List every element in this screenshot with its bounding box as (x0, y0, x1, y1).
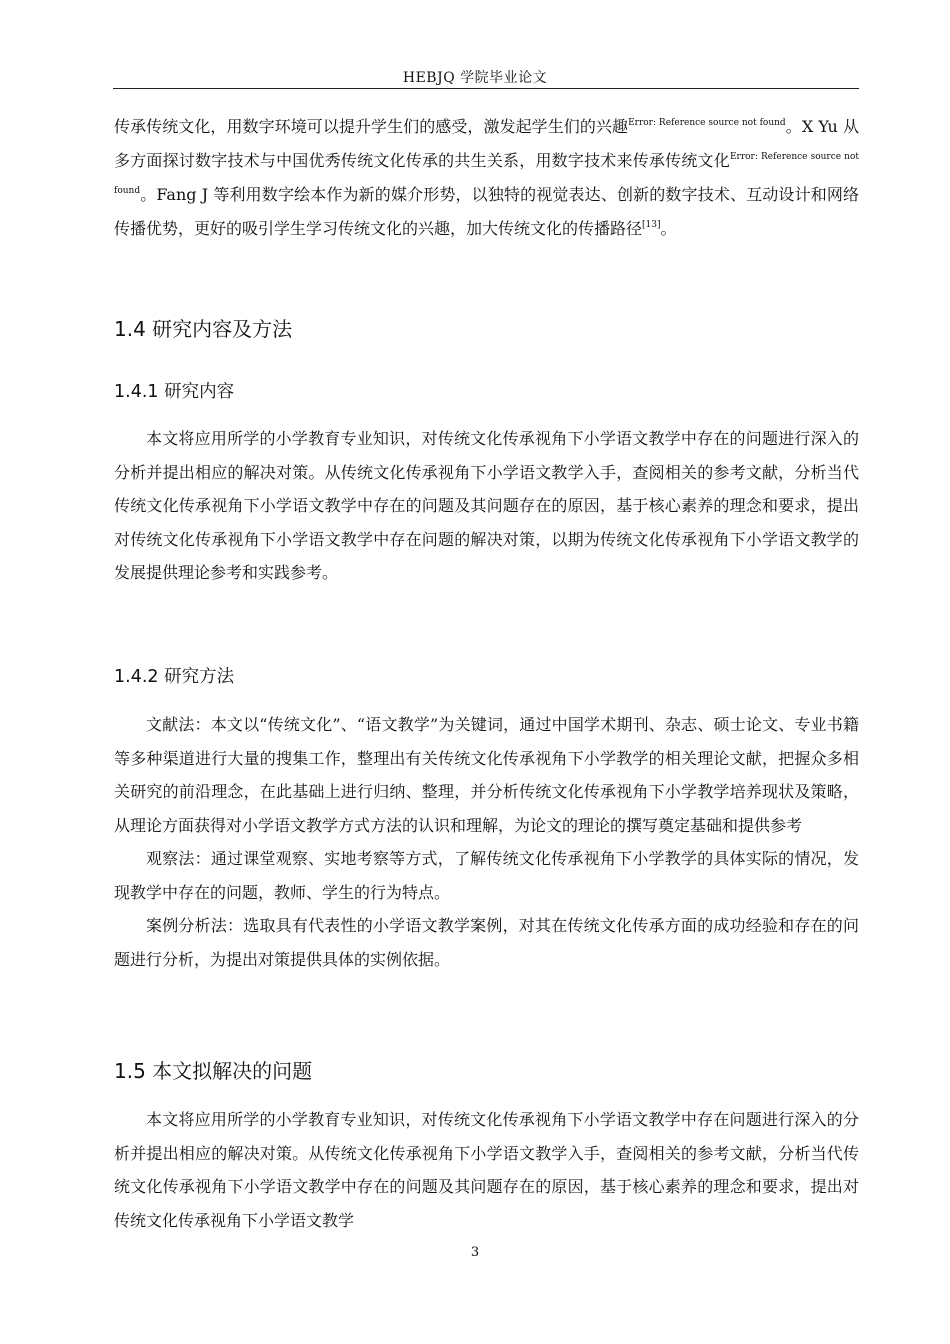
research-content-block (114, 422, 859, 590)
intro-paragraph-block (114, 110, 859, 246)
section-heading-1-4-2: 1.4.2 研究方法 (114, 667, 235, 687)
intro-paragraph (114, 110, 859, 246)
reference-error-2: Error: Reference source not found (114, 152, 859, 196)
case-analysis-method-paragraph: 案例分析法：选取具有代表性的小学语文教学案例，对其在传统文化传承方面的成功经验和存在的问题进行分析，为提出对策提供具体的实例依据。 (114, 916, 859, 969)
problems-paragraph: 本文将应用所学的小学教育专业知识，对传统文化传承视角下小学语文教学中存在问题进行深入的分析并提出相应的解决对策。从传统文化传承视角下小学语文教学入手，查阅相关的参考文献，分析当代传统文化传承视角下小学语文教学中存在的问题及其问题存在的原因，基于核心素养的理念和要求，提出对传统文化传承视角下小学语文教学 (114, 1110, 859, 1230)
header-rule (113, 88, 859, 89)
section-heading-1-4-1: 1.4.1 研究内容 (114, 382, 235, 402)
reference-error-1: Error: Reference source not found (628, 118, 786, 128)
intro-sentence-4: 。 (660, 219, 677, 238)
citation-13: [13] (642, 220, 661, 230)
observation-method-paragraph: 观察法：通过课堂观察、实地考察等方式，了解传统文化传承视角下小学教学的具体实际的情况，发现教学中存在的问题，教师、学生的行为特点。 (114, 849, 859, 902)
intro-sentence-1: 传承传统文化，用数字环境可以提升学生们的感受，激发起学生们的兴趣 (114, 117, 629, 136)
literature-method-paragraph: 文献法：本文以“传统文化”、“语文教学”为关键词，通过中国学术期刊、杂志、硕士论文、专业书籍等多种渠道进行大量的搜集工作，整理出有关传统文化传承视角下小学教学的相关理论文献，把握众多相关研究的前沿理念，在此基础上进行归纳、整理，并分析传统文化传承视角下小学教学培养现状及策略，从理论方面获得对小学语文教学方式方法的认识和理解，为论文的理论的撰写奠定基础和提供参考 (114, 715, 859, 835)
research-content-paragraph: 本文将应用所学的小学教育专业知识，对传统文化传承视角下小学语文教学中存在的问题进行深入的分析并提出相应的解决对策。从传统文化传承视角下小学语文教学入手，查阅相关的参考文献，分析当代传统文化传承视角下小学语文教学中存在的问题及其问题存在的原因，基于核心素养的理念和要求，提出对传统文化传承视角下小学语文教学中存在问题的解决对策，以期为传统文化传承视角下小学语文教学的发展提供理论参考和实践参考。 (114, 429, 859, 582)
section-heading-1-5: 1.5 本文拟解决的问题 (114, 1059, 313, 1083)
section-heading-1-4: 1.4 研究内容及方法 (114, 317, 293, 341)
running-header: HEBJQ 学院毕业论文 (402, 70, 548, 86)
problems-block (114, 1103, 859, 1237)
page-number: 3 (470, 1245, 480, 1260)
research-methods-block (114, 708, 859, 976)
intro-sentence-3: 。Fang J 等利用数字绘本作为新的媒介形势，以独特的视觉表达、创新的数字技术、互动设计和网络传播优势，更好的吸引学生学习传统文化的兴趣，加大传统文化的传播路径 (114, 185, 859, 238)
intro-sentence-2: 。X Yu 从多方面探讨数字技术与中国优秀传统文化传承的共生关系，用数字技术来传承传统文化 (114, 117, 860, 170)
